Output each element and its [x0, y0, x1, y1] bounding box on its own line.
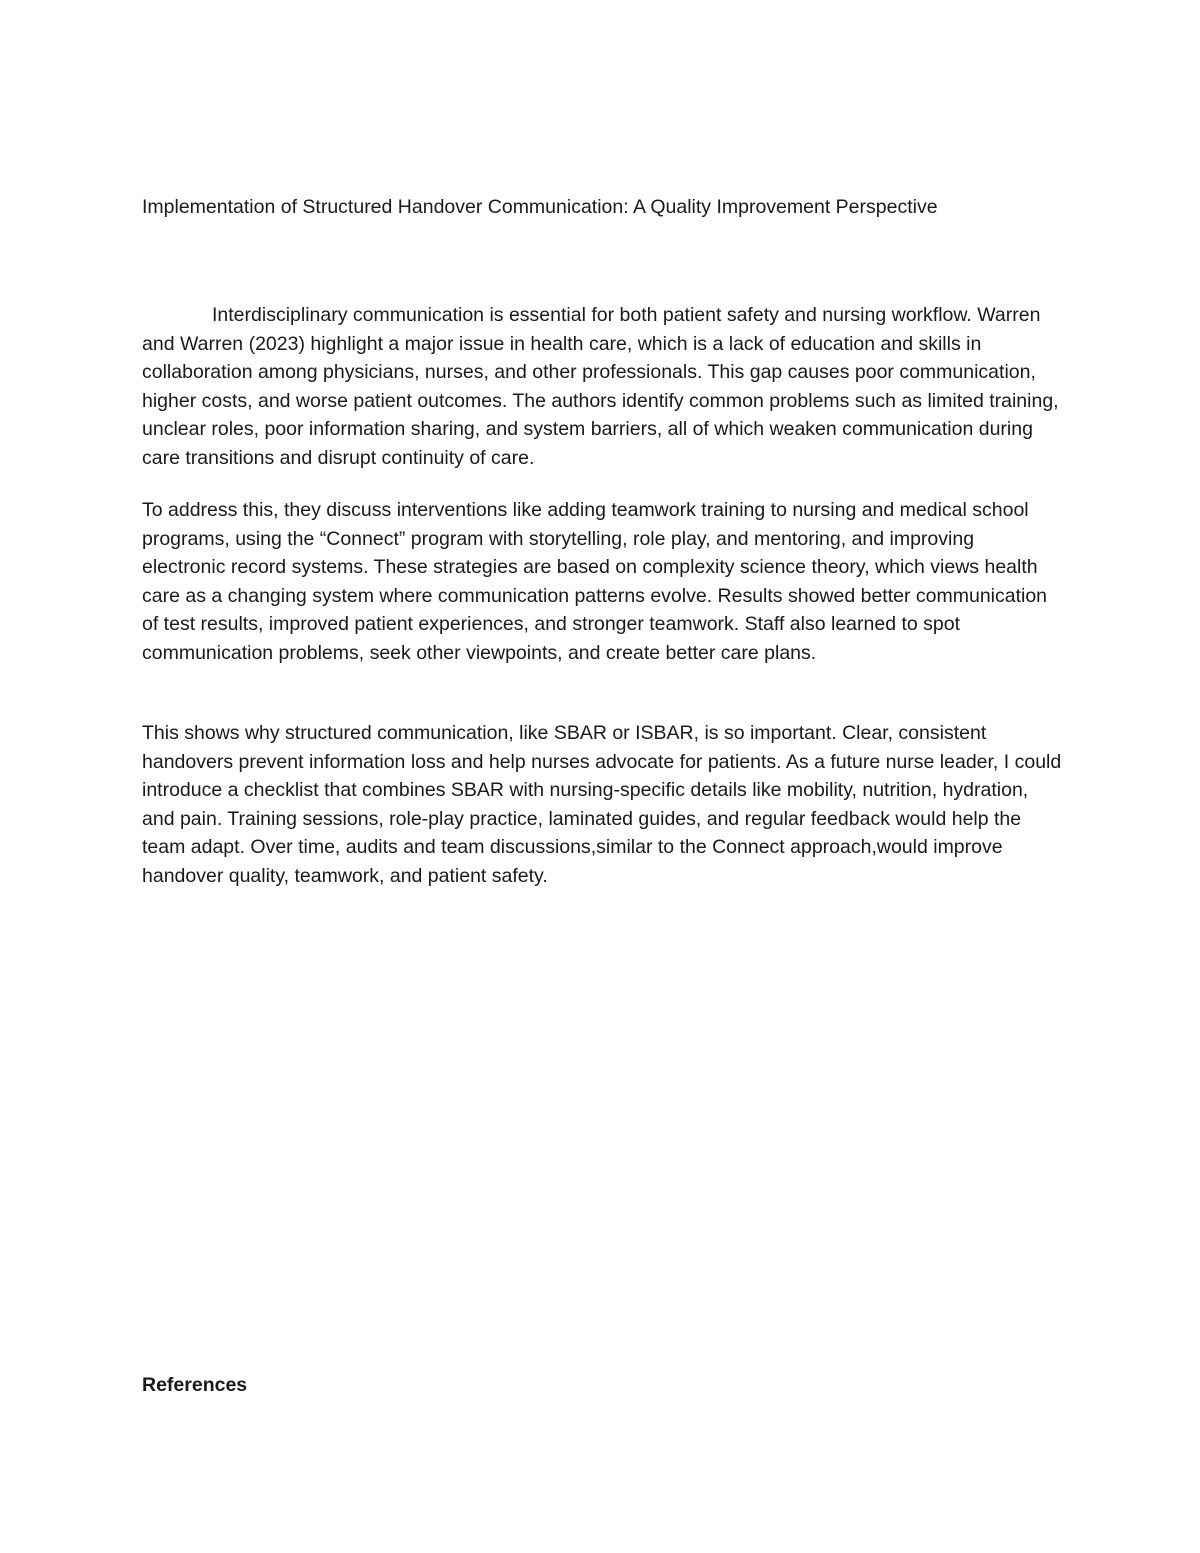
paragraph-3: This shows why structured communication, like SBAR or ISBAR, is so important. Clear, consistent handovers prevent information loss and help nurses advocate for patients. As a future nurse leader, I could introduce a checklist that combines SBAR with nursing-specific details like mobility, nutrition, hydration, and pain. Training sessions, role-play practice, laminated guides, and regular feedback would help the team adapt. Over time, audits and team discussions,similar to the Connect approach,would improve handover quality, teamwork, and patient safety.: [142, 722, 1062, 887]
paragraph-2: To address this, they discuss interventions like adding teamwork training to nursing and medical school programs, using the “Connect” program with storytelling, role play, and mentoring, and improving electronic record systems. These strategies are based on complexity science theory, which views health care as a changing system where communication patterns evolve. Results showed better communication of test results, improved patient experiences, and stronger teamwork. Staff also learned to spot communication problems, seek other viewpoints, and create better care plans.: [142, 499, 1048, 664]
paragraph-1: Interdisciplinary communication is essential for both patient safety and nursing workflow. Warren and Warren (2023) highlight a major issue in health care, which is a lack of education and skills in collaboration among physicians, nurses, and other professionals. This gap causes poor communication, higher costs, and worse patient outcomes. The authors identify common problems such as limited training, unclear roles, poor information sharing, and system barriers, all of which weaken communication during care transitions and disrupt continuity of care.: [142, 304, 1059, 469]
references-heading: References: [142, 1374, 248, 1396]
document-title: Implementation of Structured Handover Communication: A Quality Improvement Perspective: [142, 196, 938, 218]
